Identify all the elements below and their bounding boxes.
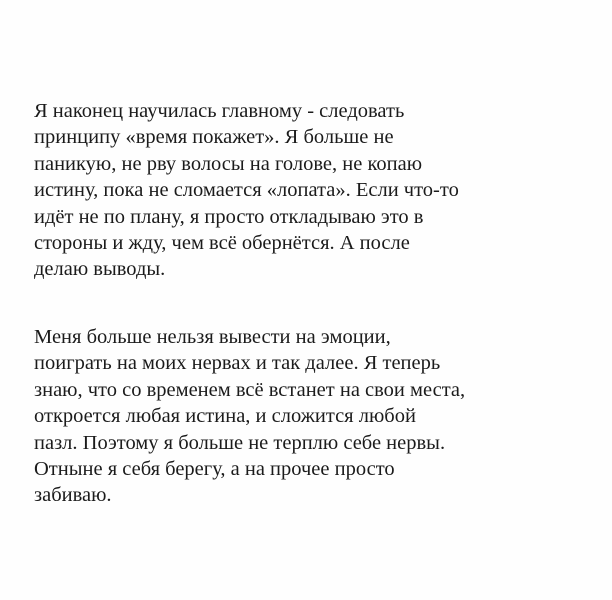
text-line: Отныне я себя берегу, а на прочее просто [34, 457, 395, 480]
text-line: поиграть на моих нервах и так далее. Я теперь [34, 352, 441, 375]
text-line: принципу «время покажет». Я больше не [34, 126, 394, 149]
text-line: истину, пока не сломается «лопата». Если что-то [34, 179, 459, 202]
paragraph-1 [34, 98, 594, 283]
text-line: паникую, не рву волосы на голове, не копаю [34, 152, 423, 175]
text-line: забиваю. [34, 484, 112, 507]
text-line: пазл. Поэтому я больше не терплю себе нервы. [34, 431, 446, 454]
text-line: знаю, что со временем всё встанет на свои места, [34, 378, 466, 401]
text-line: делаю выводы. [34, 258, 166, 281]
text-line: идёт не по плану, я просто откладываю это в [34, 205, 424, 228]
text-line: откроется любая истина, и сложится любой [34, 405, 416, 428]
text-line: Я наконец научилась главному - следовать [34, 100, 405, 122]
text-line: Меня больше нельзя вывести на эмоции, [34, 326, 391, 348]
text-line: стороны и жду, чем всё обернётся. А после [34, 231, 410, 254]
paragraph-2 [34, 324, 594, 509]
